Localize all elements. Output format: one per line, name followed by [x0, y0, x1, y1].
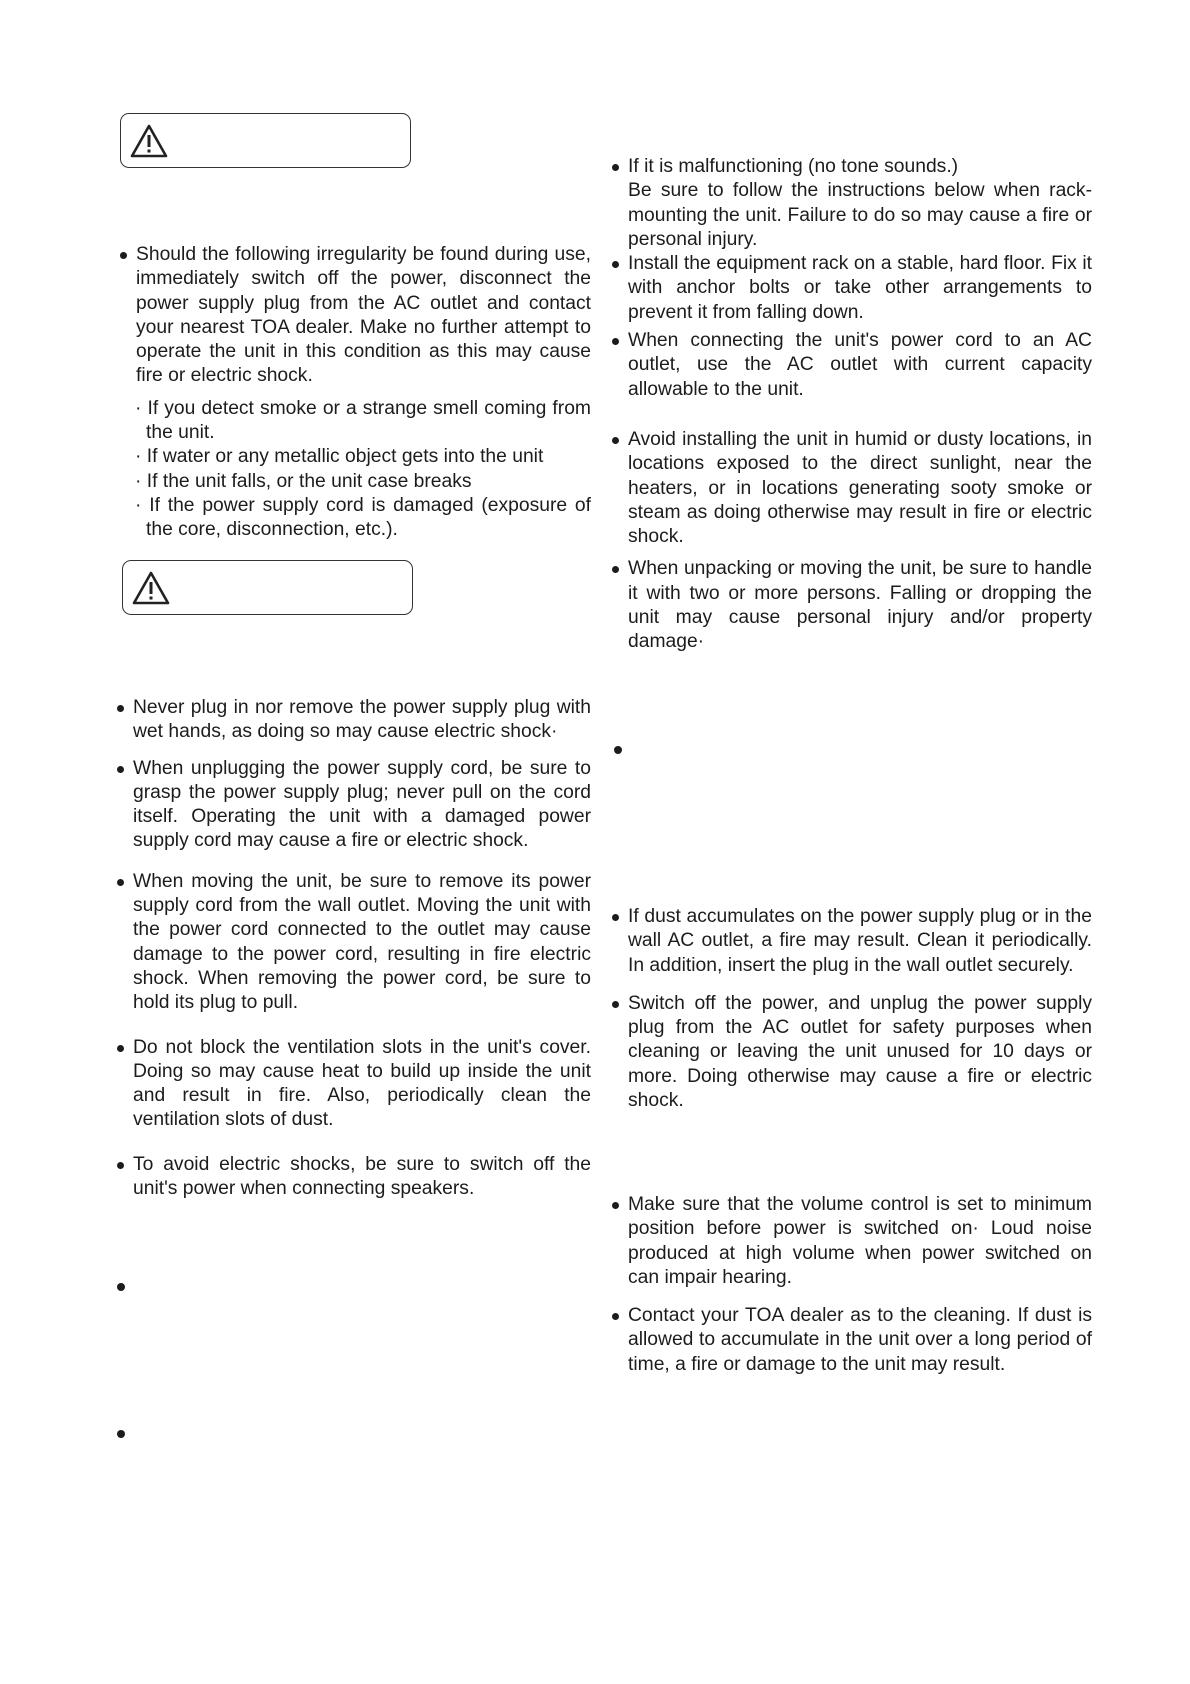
- bullet-icon: [117, 879, 124, 886]
- list-item: [117, 1153, 591, 1202]
- item-text: When moving the unit, be sure to remove its power supply cord from the wall outlet. Moving the unit with the power cord connected to the outlet may cause damage to the power cord, resulting in fire electric shock. When removing the power cord, be sure to hold its plug to pull.: [133, 870, 591, 1014]
- list-item: [612, 329, 1092, 402]
- list-item: [117, 696, 591, 745]
- item-text: Avoid installing the unit in humid or dusty locations, in locations exposed to the direct sunlight, near the heaters, or in locations generating sooty smoke or steam as doing otherwise may result in fire or electric shock.: [628, 429, 1092, 548]
- item-text: If it is malfunctioning (no tone sounds.): [628, 156, 959, 177]
- item-text: Make sure that the volume control is set to minimum position before power is switched on· Loud noise produced at high volume when power switched on can impair hearing.: [628, 1194, 1092, 1288]
- list-item: [120, 243, 591, 389]
- warning-triangle-icon: [131, 570, 171, 606]
- right-group-2: [612, 428, 1092, 655]
- list-item: [612, 1304, 1092, 1377]
- right-group-4: [612, 1193, 1092, 1377]
- right-group-3: [612, 905, 1092, 1113]
- list-item: [117, 757, 591, 854]
- list-item: [612, 428, 1092, 549]
- list-item: [117, 1036, 591, 1133]
- warning-box-top: [120, 113, 411, 168]
- bullet-icon: [117, 1162, 124, 1169]
- list-item: [612, 252, 1092, 325]
- list-item: [117, 870, 591, 1016]
- bullet-icon: [612, 261, 619, 268]
- bullet-icon: [117, 766, 124, 773]
- bullet-icon: [612, 1313, 619, 1320]
- bullet-icon: [612, 1001, 619, 1008]
- bullet-icon: [612, 164, 619, 171]
- list-item: [612, 1193, 1092, 1290]
- empty-bullet: [614, 746, 622, 754]
- item-text: Should the following irregularity be found during use, immediately switch off the power, disconnect the power supply plug from the AC outlet and contact your nearest TOA dealer. Make no further attempt to operate the unit in this condition as this may cause fire or electric shock.: [136, 244, 591, 387]
- list-item: [612, 155, 1092, 179]
- list-item: [612, 992, 1092, 1113]
- bullet-icon: [612, 566, 619, 573]
- sub-item: · If the unit falls, or the unit case breaks: [135, 470, 472, 492]
- item-text: If dust accumulates on the power supply plug or in the wall AC outlet, a fire may result. Clean it periodically. In addition, insert the plug in the wall outlet securely.: [628, 906, 1092, 976]
- item-text: When connecting the unit's power cord to an AC outlet, use the AC outlet with current capacity allowable to the unit.: [628, 330, 1092, 400]
- left-section-1: [120, 243, 591, 543]
- bullet-icon: [612, 437, 619, 444]
- empty-bullet: [117, 1283, 125, 1291]
- bullet-icon: [117, 1045, 124, 1052]
- sub-item: · If you detect smoke or a strange smell coming from the unit.: [135, 397, 591, 444]
- warning-triangle-icon: [129, 123, 169, 159]
- item-text: When unpacking or moving the unit, be sure to handle it with two or more persons. Falling or dropping the unit may cause personal injury and/or property damage·: [628, 558, 1092, 653]
- sub-item: · If water or any metallic object gets into the unit: [135, 446, 544, 468]
- item-text: To avoid electric shocks, be sure to switch off the unit's power when connecting speakers.: [133, 1153, 591, 1200]
- bullet-icon: [117, 705, 124, 712]
- bullet-icon: [612, 338, 619, 345]
- list-item: [612, 557, 1092, 654]
- continuation-text: Be sure to follow the instructions below when rack-mounting the unit. Failure to do so may cause a fire or personal injury.: [628, 180, 1092, 250]
- item-text: Switch off the power, and unplug the power supply plug from the AC outlet for safety purposes when cleaning or leaving the unit unused for 10 days or more. Doing otherwise may cause a fire or electric shock.: [628, 992, 1092, 1112]
- right-group-1: [612, 155, 1092, 402]
- item-text: Do not block the ventilation slots in the unit's cover. Doing so may cause heat to build up inside the unit and result in fire. Also, periodically clean the ventilation slots of dust.: [133, 1036, 591, 1131]
- bullet-icon: [120, 252, 127, 259]
- item-text: Install the equipment rack on a stable, hard floor. Fix it with anchor bolts or take other arrangements to prevent it from falling down.: [628, 253, 1092, 323]
- item-text: Contact your TOA dealer as to the cleaning. If dust is allowed to accumulate in the unit over a long period of time, a fire or damage to the unit may result.: [628, 1305, 1092, 1375]
- bullet-icon: [612, 1202, 619, 1209]
- list-item: [612, 905, 1092, 978]
- left-section-2: [117, 696, 591, 1201]
- sub-item: · If the power supply cord is damaged (exposure of the core, disconnection, etc.).: [135, 494, 591, 541]
- item-text: When unplugging the power supply cord, be sure to grasp the power supply plug; never pull on the cord itself. Operating the unit with a damaged power supply cord may cause a fire or electric shock.: [133, 757, 591, 852]
- warning-box-middle: [122, 560, 413, 615]
- empty-bullet: [117, 1430, 125, 1438]
- bullet-icon: [612, 914, 619, 921]
- item-text: Never plug in nor remove the power supply plug with wet hands, as doing so may cause electric shock·: [133, 697, 591, 743]
